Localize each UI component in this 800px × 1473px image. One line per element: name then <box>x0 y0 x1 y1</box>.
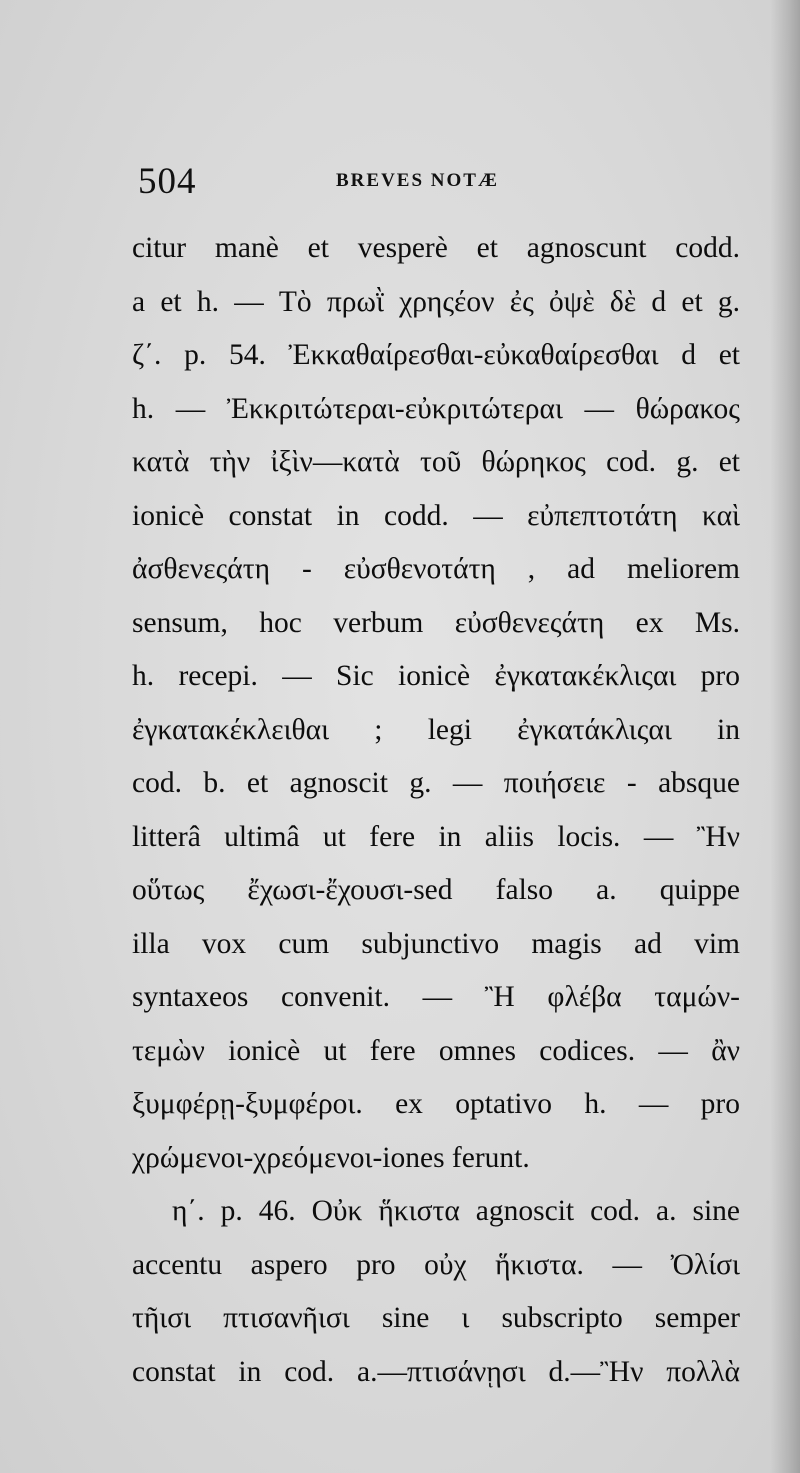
text-line: a et h. — Τὸ πρωῒ χρηςέον ἐς ὀψὲ δὲ d et g. <box>132 285 740 318</box>
text-line: τεμὼν ionicè ut fere omnes codices. — ἂν <box>132 1034 740 1067</box>
text-line: κατὰ τὴν ἰξὶν—κατὰ τοῦ θώρηκος cod. g. et <box>132 446 740 478</box>
text-line: η΄. p. 46. Οὐκ ἥκιστα agnoscit cod. a. sine <box>172 1195 740 1227</box>
text-line: h. recepi. — Sic ionicè ἐγκατακέκλιςαι pro <box>132 660 740 692</box>
text-line: litterâ ultimâ ut fere in aliis locis. — Ἢν <box>132 820 740 853</box>
text-line: ξυμφέρῃ-ξυμφέροι. ex optativo h. — pro <box>132 1088 740 1120</box>
text-line: ionicè constat in codd. — εὐπεπτοτάτη καὶ <box>132 499 740 532</box>
page-gutter-shadow <box>770 0 800 1473</box>
page-number: 504 <box>138 161 197 202</box>
text-line: syntaxeos convenit. — Ἢ φλέβα ταμών- <box>132 981 740 1013</box>
text-line: ζ΄. p. 54. Ἐκκαθαίρεσθαι-εὐκαθαίρεσθαι d et <box>132 339 740 371</box>
text-line: ἀσθενεςάτη - εὐσθενοτάτη , ad meliorem <box>132 553 740 585</box>
text-line: constat in cod. a.—πτισάνῃσι d.—Ἢν πολλὰ <box>132 1355 740 1388</box>
text-line: h. — Ἐκκριτώτεραι-εὐκριτώτεραι — θώρακος <box>132 392 740 425</box>
text-line: citur manè et vesperè et agnoscunt codd. <box>132 232 740 264</box>
text-line: ἐγκατακέκλειθαι ; legi ἐγκατάκλιςαι in <box>132 713 740 746</box>
text-line: οὕτως ἔχωσι-ἔχουσι-sed falso a. quippe <box>132 874 740 906</box>
text-line: cod. b. et agnoscit g. — ποιήσειε - absque <box>132 767 740 799</box>
text-line: illa vox cum subjunctivo magis ad vim <box>132 927 740 960</box>
text-line: χρώμενοι-χρεόμενοι-iones ferunt. <box>132 1141 530 1174</box>
running-head: BREVES NOTÆ <box>336 170 499 191</box>
text-line: sensum, hoc verbum εὐσθενεςάτη ex Ms. <box>132 606 740 639</box>
text-line: τῆισι πτισανῆισι sine ι subscripto semper <box>132 1302 740 1334</box>
page-header <box>138 160 738 210</box>
text-line: accentu aspero pro οὐχ ἥκιστα. — Ὀλίσι <box>132 1248 740 1281</box>
body-text <box>132 222 740 1399</box>
